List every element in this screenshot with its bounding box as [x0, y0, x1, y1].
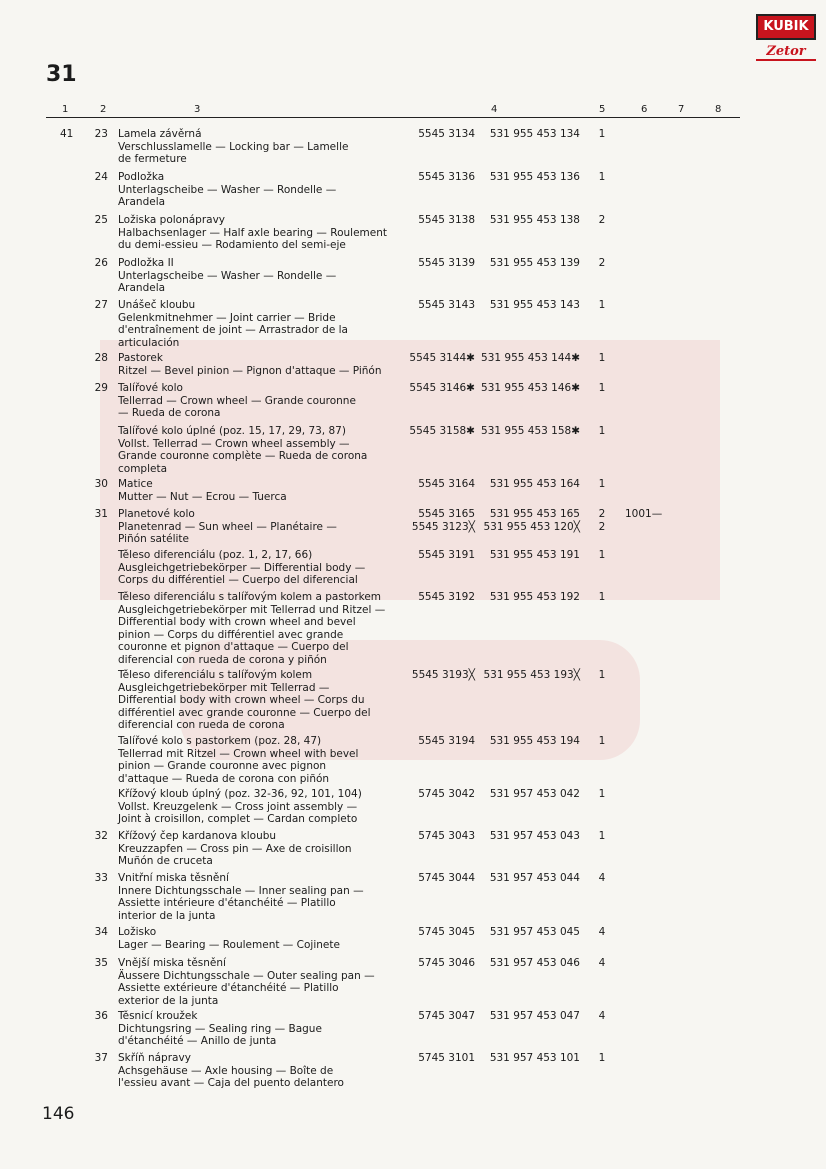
part-number-short: 5745 3044 — [418, 872, 475, 884]
part-name: Těleso diferenciálu s talířovým kolem a pastorkem — [118, 591, 382, 603]
part-name: Pastorek — [118, 352, 163, 364]
quantity: 2 2 — [598, 508, 606, 533]
part-number-short: 5545 3191 — [418, 549, 475, 561]
quantity: 1 — [598, 735, 606, 747]
position-number: 34 — [94, 926, 108, 938]
part-description — [118, 352, 408, 377]
part-number-short: 5745 3042 — [418, 788, 475, 800]
part-number-full: 531 955 453 134 — [489, 128, 580, 140]
part-number-short: 5545 3194 — [418, 735, 475, 747]
part-number-full: 531 955 453 165 531 955 453 120╳ — [483, 508, 580, 533]
part-translations: Ausgleichgetriebekörper mit Tellerrad und Ritzel — Differential body with crown wheel and bevel pinion — Corps du différentiel avec grande couronne et pignon d'attaque — Cuerpo del diferencial con rueda de corona y piñón — [118, 603, 386, 666]
part-number-full: 531 957 453 045 — [489, 926, 580, 938]
group-number: 41 — [60, 128, 74, 140]
quantity: 1 — [598, 478, 606, 490]
part-description — [118, 788, 408, 826]
part-translations: Dichtungsring — Sealing ring — Bague d'étanchéité — Anillo de junta — [118, 1022, 322, 1047]
part-description — [118, 669, 408, 732]
part-number-full: 531 957 453 044 — [489, 872, 580, 884]
part-name: Skříň nápravy — [118, 1052, 191, 1064]
part-name: Těleso diferenciálu s talířovým kolem — [118, 669, 313, 681]
part-translations: Äussere Dichtungsschale — Outer sealing pan — Assiette extérieure d'étanchéité — Platillo exterior de la junta — [118, 969, 375, 1007]
part-name: Podložka II — [118, 257, 174, 269]
part-number-full: 531 957 453 101 — [489, 1052, 580, 1064]
part-translations: Tellerrad mit Ritzel — Crown wheel with bevel pinion — Grande couronne avec pignon d'attaque — Rueda de corona con piñón — [118, 747, 359, 785]
part-description — [118, 257, 408, 295]
part-translations: Achsgehäuse — Axle housing — Boîte de l'essieu avant — Caja del puento delantero — [118, 1064, 344, 1089]
quantity: 1 — [598, 788, 606, 800]
column-header-3: 3 — [194, 104, 201, 115]
part-translations: Verschlusslamelle — Locking bar — Lamelle de fermeture — [118, 140, 349, 165]
part-translations: Unterlagscheibe — Washer — Rondelle — Arandela — [118, 269, 337, 294]
part-number-full: 531 955 453 143 — [489, 299, 580, 311]
column-header-4: 4 — [491, 104, 498, 115]
column-header-7: 7 — [678, 104, 685, 115]
quantity: 1 — [598, 352, 606, 364]
quantity: 4 — [598, 926, 606, 938]
part-translations: Unterlagscheibe — Washer — Rondelle — Arandela — [118, 183, 337, 208]
position-number: 25 — [94, 214, 108, 226]
part-description — [118, 171, 408, 209]
part-number-full: 531 957 453 043 — [489, 830, 580, 842]
position-number: 26 — [94, 257, 108, 269]
position-number: 24 — [94, 171, 108, 183]
position-number: 32 — [94, 830, 108, 842]
part-number-short: 5545 3165 5545 3123╳ — [411, 508, 475, 533]
part-number-full: 531 955 453 193╳ — [483, 669, 580, 681]
part-description — [118, 299, 408, 349]
part-description — [118, 926, 408, 951]
position-number: 37 — [94, 1052, 108, 1064]
part-number-short: 5745 3046 — [418, 957, 475, 969]
part-number-full: 531 955 453 192 — [489, 591, 580, 603]
part-number-full: 531 957 453 047 — [489, 1010, 580, 1022]
part-description — [118, 591, 408, 666]
part-description — [118, 508, 408, 546]
quantity: 1 — [598, 1052, 606, 1064]
position-number: 27 — [94, 299, 108, 311]
part-translations: Lager — Bearing — Roulement — Cojinete — [118, 938, 340, 951]
position-number: 36 — [94, 1010, 108, 1022]
position-number: 30 — [94, 478, 108, 490]
quantity: 4 — [598, 872, 606, 884]
position-number: 33 — [94, 872, 108, 884]
position-number: 23 — [94, 128, 108, 140]
part-description — [118, 382, 408, 420]
part-number-short: 5545 3164 — [418, 478, 475, 490]
logo-kubik-text: KUBIK — [756, 14, 816, 40]
part-name: Podložka — [118, 171, 165, 183]
part-number-short: 5545 3146✱ — [409, 382, 475, 394]
part-description — [118, 214, 408, 252]
header-rule — [46, 117, 740, 118]
part-name: Lamela závěrná — [118, 128, 202, 140]
part-number-full: 531 957 453 042 — [489, 788, 580, 800]
part-name: Ložiska polonápravy — [118, 214, 226, 226]
part-description — [118, 549, 408, 587]
part-translations: Innere Dichtungsschale — Inner sealing pan — Assiette intérieure d'étanchéité — Platillo interior de la junta — [118, 884, 364, 922]
part-name: Vnitřní miska těsnění — [118, 872, 229, 884]
part-number-full: 531 955 453 191 — [489, 549, 580, 561]
part-name: Těsnicí kroužek — [118, 1010, 198, 1022]
part-number-short: 5745 3047 — [418, 1010, 475, 1022]
quantity: 2 — [598, 214, 606, 226]
part-translations: Kreuzzapfen — Cross pin — Axe de croisillon Muñón de cruceta — [118, 842, 352, 867]
part-name: Vnější miska těsnění — [118, 957, 226, 969]
position-number: 28 — [94, 352, 108, 364]
serial-note: 1001— — [625, 508, 663, 520]
part-number-full: 531 955 453 164 — [489, 478, 580, 490]
column-header-6: 6 — [641, 104, 648, 115]
part-translations: Ausgleichgetriebekörper — Differential body — Corps du différentiel — Cuerpo del diferencial — [118, 561, 366, 586]
part-number-full: 531 957 453 046 — [489, 957, 580, 969]
part-name: Křížový kloub úplný (poz. 32-36, 92, 101, 104) — [118, 788, 362, 800]
part-description — [118, 1052, 408, 1090]
part-number-full: 531 955 453 146✱ — [481, 382, 580, 394]
part-translations: Gelenkmitnehmer — Joint carrier — Bride d'entraînement de joint — Arrastrador de la articulación — [118, 311, 348, 349]
position-number: 29 — [94, 382, 108, 394]
part-description — [118, 425, 408, 475]
column-header-2: 2 — [100, 104, 107, 115]
quantity: 2 — [598, 257, 606, 269]
part-number-short: 5545 3192 — [418, 591, 475, 603]
part-number-full: 531 955 453 138 — [489, 214, 580, 226]
part-description — [118, 735, 408, 785]
quantity: 1 — [598, 591, 606, 603]
part-name: Talířové kolo — [118, 382, 183, 394]
section-number: 31 — [46, 62, 77, 87]
part-number-short: 5545 3139 — [418, 257, 475, 269]
part-number-full: 531 955 453 139 — [489, 257, 580, 269]
part-description — [118, 872, 408, 922]
part-description — [118, 1010, 408, 1048]
part-translations: Vollst. Kreuzgelenk — Cross joint assembly — Joint à croisillon, complet — Cardan completo — [118, 800, 358, 825]
part-number-short: 5745 3101 — [418, 1052, 475, 1064]
part-name: Talířové kolo úplné (poz. 15, 17, 29, 73, 87) — [118, 425, 346, 437]
column-header-5: 5 — [599, 104, 606, 115]
part-translations: Ritzel — Bevel pinion — Pignon d'attaque — Piñón — [118, 364, 382, 377]
part-name: Unášeč kloubu — [118, 299, 196, 311]
kubik-zetor-logo — [756, 14, 816, 70]
part-description — [118, 957, 408, 1007]
part-number-short: 5545 3158✱ — [409, 425, 475, 437]
part-name: Těleso diferenciálu (poz. 1, 2, 17, 66) — [118, 549, 313, 561]
quantity: 1 — [598, 669, 606, 681]
quantity: 1 — [598, 830, 606, 842]
part-number-full: 531 955 453 158✱ — [481, 425, 580, 437]
part-number-short: 5745 3045 — [418, 926, 475, 938]
quantity: 1 — [598, 549, 606, 561]
part-translations: Halbachsenlager — Half axle bearing — Roulement du demi-essieu — Rodamiento del semi-eje — [118, 226, 388, 251]
quantity: 1 — [598, 382, 606, 394]
part-translations: Vollst. Tellerrad — Crown wheel assembly — Grande couronne complète — Rueda de corona completa — [118, 437, 368, 475]
part-number-short: 5745 3043 — [418, 830, 475, 842]
part-translations: Ausgleichgetriebekörper mit Tellerrad — Differential body with crown wheel — Corps du différentiel avec grande couronne — Cuerpo del diferencial con rueda de corona — [118, 681, 371, 731]
column-header-1: 1 — [62, 104, 69, 115]
part-description — [118, 128, 408, 166]
part-description — [118, 478, 408, 503]
part-description — [118, 830, 408, 868]
part-number-short: 5545 3134 — [418, 128, 475, 140]
quantity: 1 — [598, 128, 606, 140]
part-name: Talířové kolo s pastorkem (poz. 28, 47) — [118, 735, 322, 747]
column-header-8: 8 — [715, 104, 722, 115]
part-number-short: 5545 3138 — [418, 214, 475, 226]
part-translations: Planetenrad — Sun wheel — Planétaire — Piñón satélite — [118, 520, 337, 545]
part-translations: Mutter — Nut — Ecrou — Tuerca — [118, 490, 287, 503]
part-number-short: 5545 3143 — [418, 299, 475, 311]
page-number: 146 — [42, 1104, 75, 1124]
part-name: Planetové kolo — [118, 508, 195, 520]
part-number-full: 531 955 453 144✱ — [481, 352, 580, 364]
quantity: 1 — [598, 425, 606, 437]
part-number-full: 531 955 453 136 — [489, 171, 580, 183]
quantity: 1 — [598, 171, 606, 183]
part-name: Matice — [118, 478, 153, 490]
quantity: 4 — [598, 1010, 606, 1022]
part-name: Křížový čep kardanova kloubu — [118, 830, 277, 842]
part-number-full: 531 955 453 194 — [489, 735, 580, 747]
part-number-short: 5545 3136 — [418, 171, 475, 183]
part-number-short: 5545 3193╳ — [411, 669, 475, 681]
quantity: 1 — [598, 299, 606, 311]
position-number: 35 — [94, 957, 108, 969]
part-number-short: 5545 3144✱ — [409, 352, 475, 364]
part-translations: Tellerrad — Crown wheel — Grande couronne — Rueda de corona — [118, 394, 356, 419]
position-number: 31 — [94, 508, 108, 520]
quantity: 4 — [598, 957, 606, 969]
logo-zetor-text: Zetor — [756, 44, 816, 61]
part-name: Ložisko — [118, 926, 157, 938]
